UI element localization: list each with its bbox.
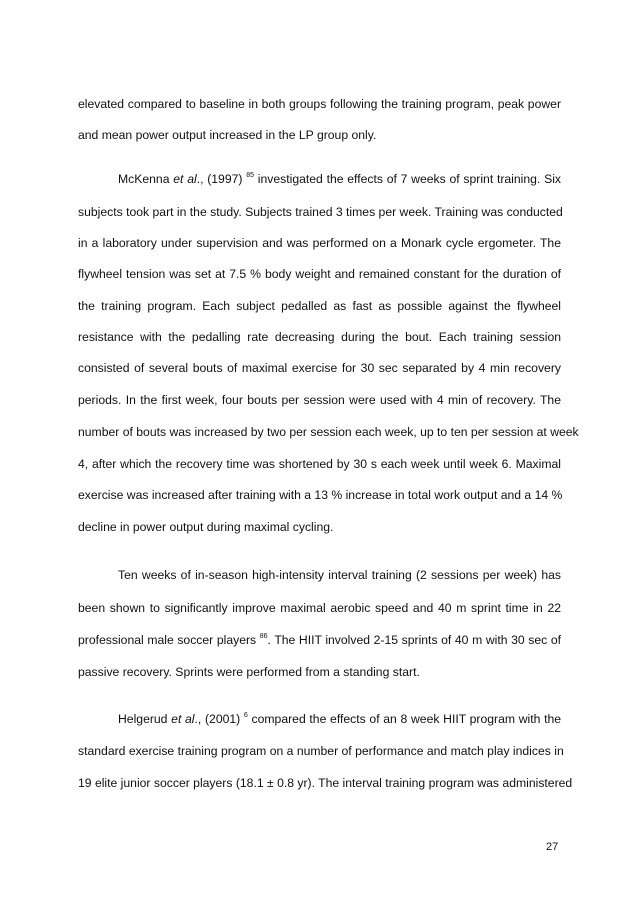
- paragraph-line: in a laboratory under supervision and was performed on a Monark cycle ergometer. The: [78, 236, 561, 250]
- paragraph-line: number of bouts was increased by two per session each week, up to ten per session at week: [78, 425, 579, 439]
- paragraph-line: the training program. Each subject pedalled as fast as possible against the flywheel: [78, 299, 561, 313]
- paragraph-first-line: [118, 171, 561, 187]
- paragraph-line: 19 elite junior soccer players (18.1 ± 0.8 yr). The interval training program was administered: [78, 776, 573, 790]
- paragraph-text: . The HIIT involved 2-15 sprints of 40 m with 30 sec of: [267, 633, 561, 647]
- paragraph-text: compared the effects of an 8 week HIIT program with the: [251, 712, 562, 726]
- paragraph-line: flywheel tension was set at 7.5 % body weight and remained constant for the duration of: [78, 267, 561, 281]
- author-name: Helgerud: [118, 712, 168, 726]
- citation-year: ., (2001): [194, 712, 241, 726]
- paragraph-first-line: [118, 711, 561, 727]
- page-number: 27: [546, 841, 559, 853]
- paragraph-line: elevated compared to baseline in both groups following the training program, peak power: [78, 97, 561, 111]
- paragraph-first-line: Ten weeks of in-season high-intensity interval training (2 sessions per week) has: [118, 568, 561, 582]
- paragraph-line: resistance with the pedalling rate decreasing during the bout. Each training session: [78, 330, 561, 344]
- et-al: et al: [171, 712, 195, 726]
- paragraph-text: investigated the effects of 7 weeks of sprint training. Six: [257, 172, 562, 186]
- paragraph-line: and mean power output increased in the LP group only.: [78, 128, 377, 142]
- citation-year: ., (1997): [196, 172, 243, 186]
- author-name: McKenna: [118, 172, 170, 186]
- paragraph-line: [78, 632, 561, 648]
- paragraph-line: passive recovery. Sprints were performed from a standing start.: [78, 665, 420, 679]
- reference-number: 6: [243, 712, 248, 719]
- reference-number: 85: [246, 172, 255, 179]
- paragraph-text: professional male soccer players: [78, 633, 257, 647]
- paragraph-line: 4, after which the recovery time was shortened by 30 s each week until week 6. Maximal: [78, 457, 561, 471]
- paragraph-line: subjects took part in the study. Subjects trained 3 times per week. Training was conducted: [78, 205, 563, 219]
- et-al: et al: [173, 172, 197, 186]
- paragraph-line: exercise was increased after training with a 13 % increase in total work output and a 14 %: [78, 488, 563, 502]
- paragraph-line: been shown to significantly improve maximal aerobic speed and 40 m sprint time in 22: [78, 601, 561, 615]
- reference-number: 86: [259, 633, 268, 640]
- paragraph-line: decline in power output during maximal cycling.: [78, 520, 334, 534]
- paragraph-line: periods. In the first week, four bouts per session were used with 4 min of recovery. The: [78, 393, 561, 407]
- paragraph-line: standard exercise training program on a number of performance and match play indices in: [78, 744, 564, 758]
- paragraph-line: consisted of several bouts of maximal exercise for 30 sec separated by 4 min recovery: [78, 361, 561, 375]
